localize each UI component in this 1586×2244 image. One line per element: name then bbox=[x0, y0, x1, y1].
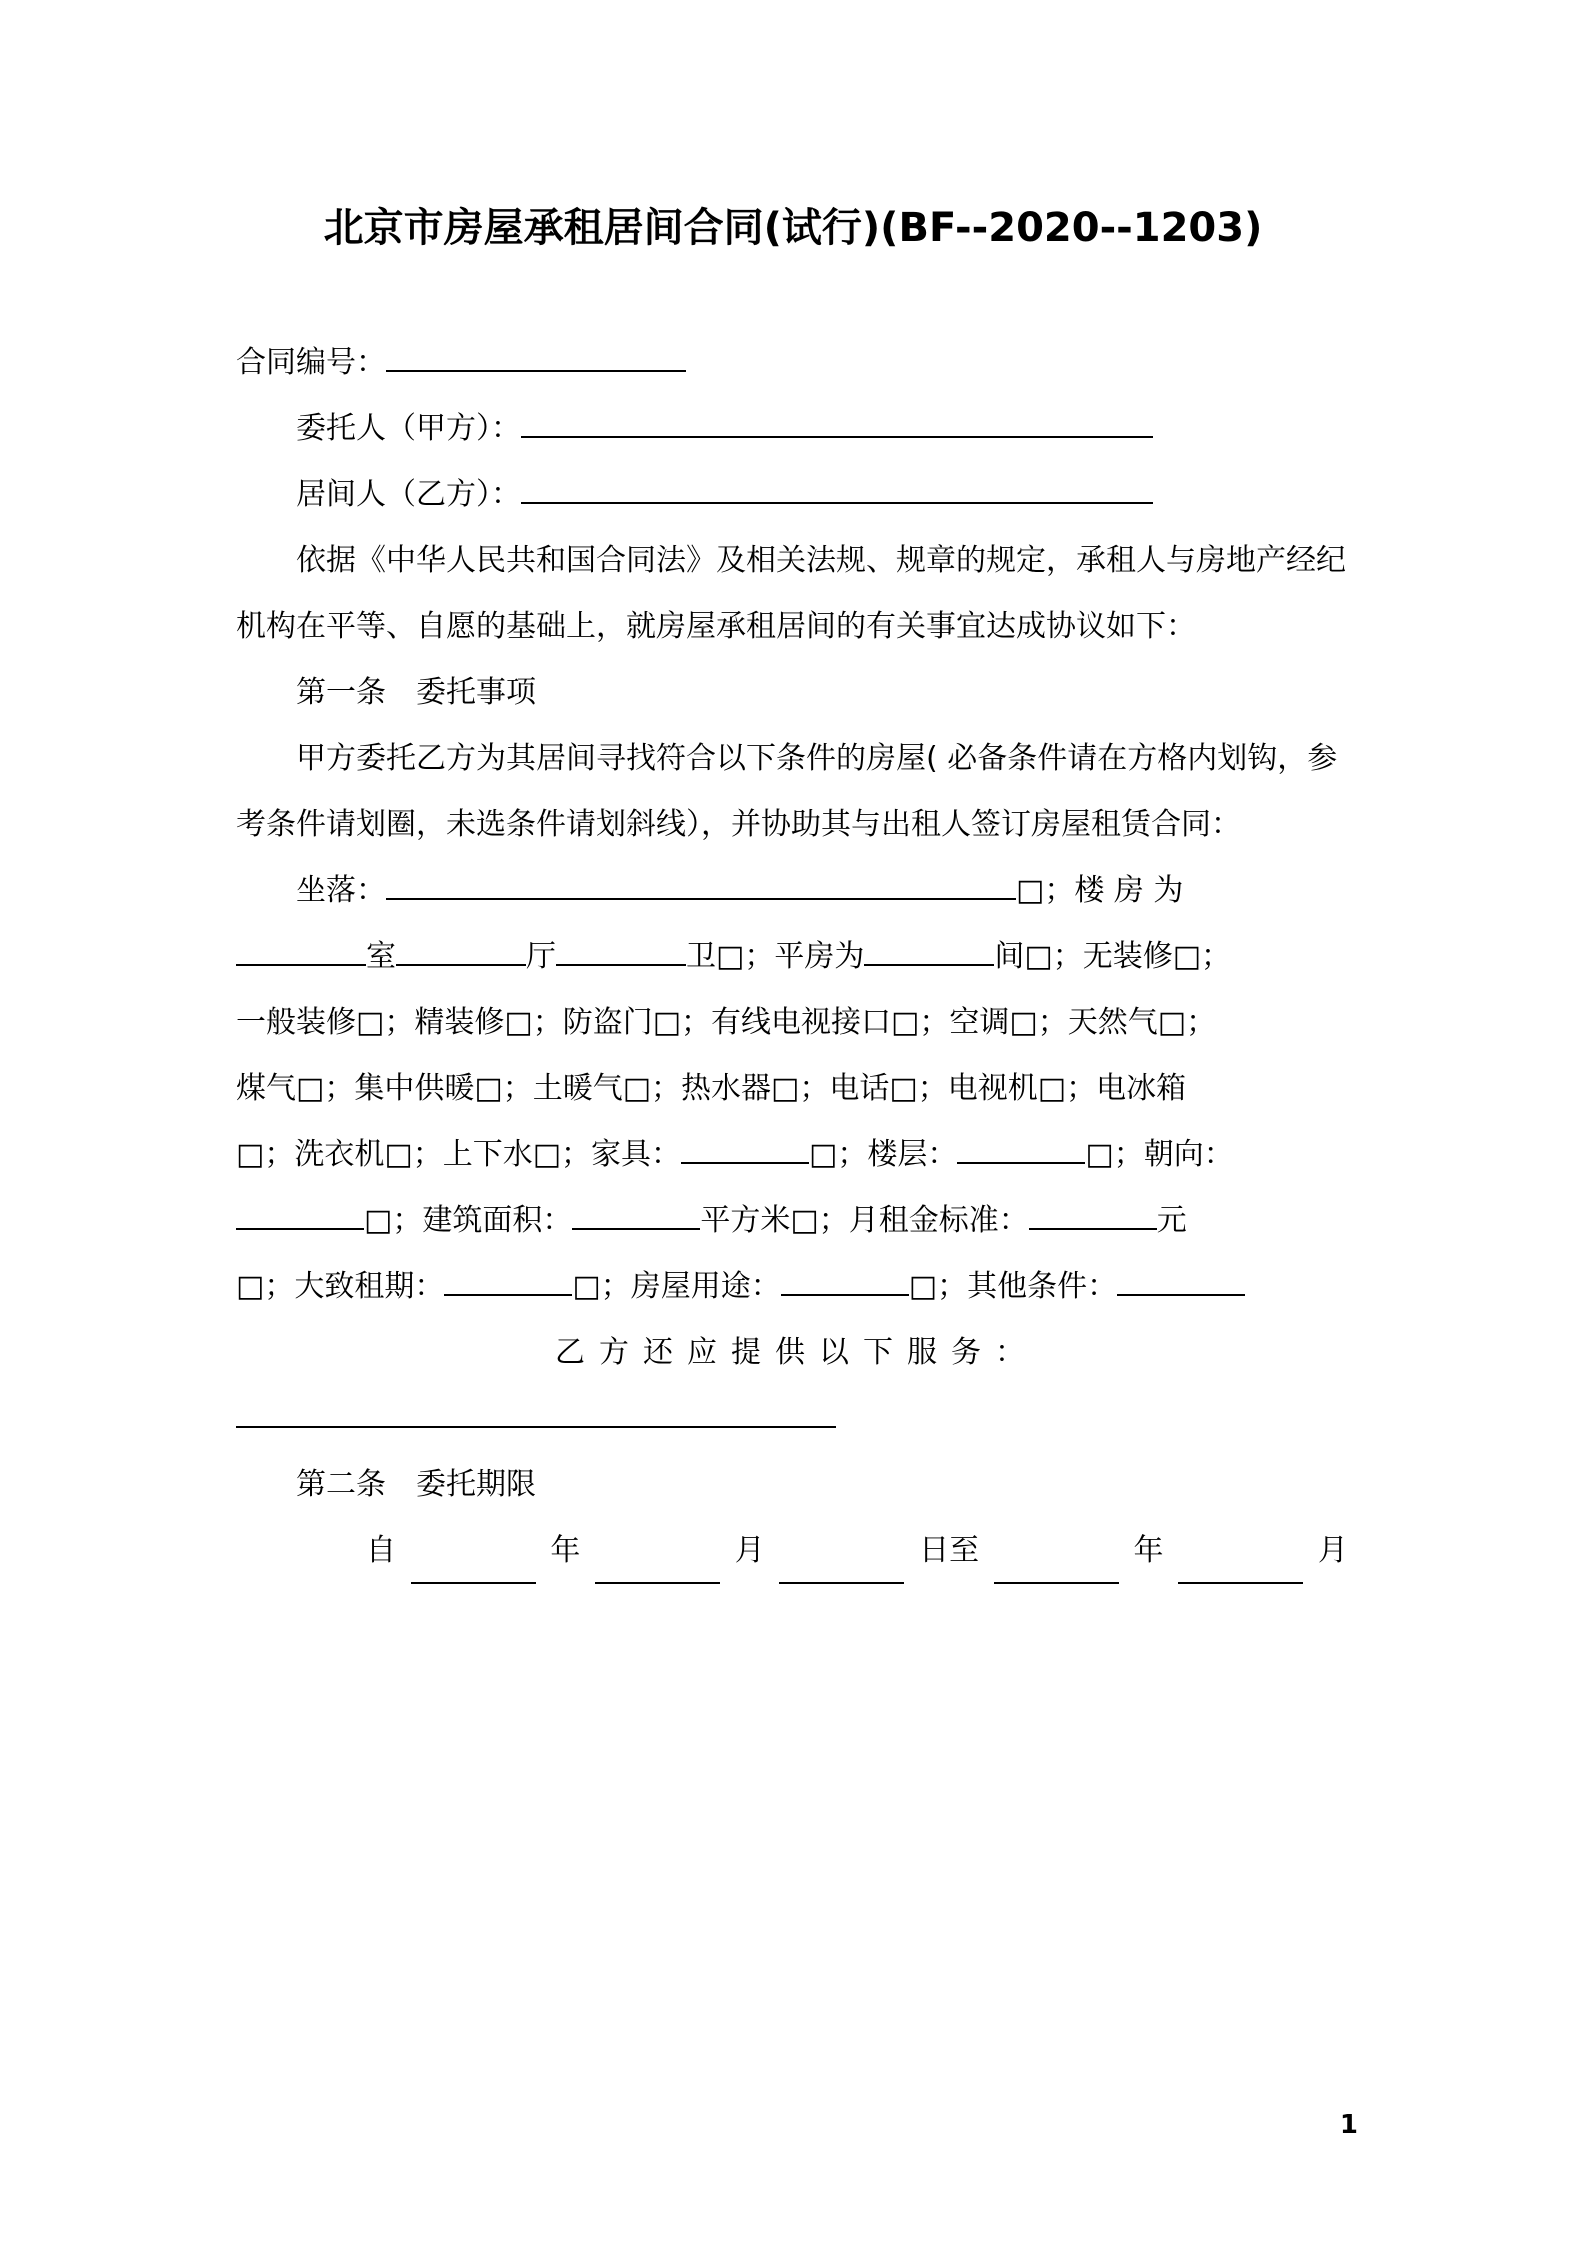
party-a-label: 委托人（甲方）： bbox=[296, 411, 521, 446]
term-line bbox=[236, 1518, 1358, 1584]
party-a-blank[interactable] bbox=[521, 436, 1153, 438]
flat-rooms-label: 间□；无装修□； bbox=[994, 939, 1232, 974]
spec-line-6 bbox=[236, 1254, 1358, 1320]
spec-line-5-c: 元 bbox=[1156, 1203, 1187, 1238]
article-1-body: 甲方委托乙方为其居间寻找符合以下条件的房屋( 必备条件请在方格内划钩，参考条件请划圈，未选条件请划斜线），并协助其与出租人签订房屋租赁合同： bbox=[236, 741, 1338, 842]
baths-blank[interactable] bbox=[556, 964, 686, 966]
term-month-blank[interactable] bbox=[595, 1518, 720, 1584]
contract-number-line bbox=[236, 330, 1358, 396]
spec-line-2: 一般装修□；精装修□；防盗门□；有线电视接口□；空调□；天然气□； bbox=[236, 1005, 1217, 1040]
spec-line-5 bbox=[236, 1188, 1358, 1254]
party-b-blank[interactable] bbox=[521, 502, 1153, 504]
orientation-blank[interactable] bbox=[236, 1228, 364, 1230]
party-b-line bbox=[236, 462, 1358, 528]
term-year-label: 年 bbox=[550, 1533, 581, 1568]
term-to-label: 日至 bbox=[919, 1533, 980, 1568]
spec-line-6-a: □；大致租期： bbox=[236, 1269, 445, 1304]
area-blank[interactable] bbox=[572, 1228, 700, 1230]
lease-term-blank[interactable] bbox=[444, 1294, 572, 1296]
spec-line-4-c: □；朝向： bbox=[1085, 1137, 1234, 1172]
halls-label: 厅 bbox=[526, 939, 556, 974]
term-year2-label: 年 bbox=[1133, 1533, 1164, 1568]
services-text: 乙方还应提供以下服务： bbox=[555, 1335, 1039, 1370]
spec-line-5-b: 平方米□；月租金标准： bbox=[700, 1203, 1029, 1238]
article-2-title: 第二条 委托期限 bbox=[296, 1467, 536, 1502]
term-month-label: 月 bbox=[734, 1533, 765, 1568]
location-suffix: □；楼 房 为 bbox=[1016, 873, 1184, 908]
page-number: 1 bbox=[1339, 2110, 1358, 2140]
document-body bbox=[236, 330, 1358, 1584]
halls-blank[interactable] bbox=[396, 964, 526, 966]
term-day-blank[interactable] bbox=[779, 1518, 904, 1584]
party-a-line bbox=[236, 396, 1358, 462]
term-month2-label: 月 bbox=[1317, 1533, 1348, 1568]
baths-label: 卫□；平房为 bbox=[686, 939, 865, 974]
page-title: 北京市房屋承租居间合同(试行)(BF--2020--1203) bbox=[323, 205, 1263, 251]
rooms-blank[interactable] bbox=[236, 964, 366, 966]
spec-line-4-b: □；楼层： bbox=[809, 1137, 958, 1172]
spec-line-6-c: □；其他条件： bbox=[908, 1269, 1118, 1304]
flat-rooms-blank[interactable] bbox=[864, 964, 994, 966]
services-blank-line bbox=[236, 1386, 1358, 1452]
other-conditions-blank[interactable] bbox=[1117, 1294, 1245, 1296]
spec-line-5-a: □；建筑面积： bbox=[364, 1203, 573, 1238]
rooms-label: 室 bbox=[366, 939, 396, 974]
spec-line-1 bbox=[236, 924, 1358, 990]
location-blank[interactable] bbox=[386, 898, 1016, 900]
location-label: 坐落： bbox=[296, 873, 386, 908]
term-year-blank[interactable] bbox=[411, 1518, 536, 1584]
contract-number-label: 合同编号： bbox=[236, 345, 386, 380]
term-year2-blank[interactable] bbox=[994, 1518, 1119, 1584]
location-line bbox=[236, 858, 1358, 924]
party-b-label: 居间人（乙方）： bbox=[296, 477, 521, 512]
term-month2-blank[interactable] bbox=[1178, 1518, 1303, 1584]
spec-line-4-a: □；洗衣机□；上下水□；家具： bbox=[236, 1137, 682, 1172]
furniture-blank[interactable] bbox=[681, 1162, 809, 1164]
services-line bbox=[236, 1320, 1358, 1386]
term-from-label: 自 bbox=[366, 1533, 396, 1568]
floor-blank[interactable] bbox=[957, 1162, 1085, 1164]
rent-blank[interactable] bbox=[1029, 1228, 1157, 1230]
article-1-title: 第一条 委托事项 bbox=[296, 675, 536, 710]
spec-line-4 bbox=[236, 1122, 1358, 1188]
spec-line-6-b: □；房屋用途： bbox=[572, 1269, 781, 1304]
spec-line-3: 煤气□；集中供暖□；土暖气□；热水器□；电话□；电视机□；电冰箱 bbox=[236, 1071, 1187, 1106]
usage-blank[interactable] bbox=[781, 1294, 909, 1296]
contract-number-blank[interactable] bbox=[386, 370, 686, 372]
preamble-paragraph: 依据《中华人民共和国合同法》及相关法规、规章的规定，承租人与房地产经纪机构在平等、自愿的基础上，就房屋承租居间的有关事宜达成协议如下： bbox=[236, 543, 1346, 644]
services-blank[interactable] bbox=[236, 1426, 836, 1428]
